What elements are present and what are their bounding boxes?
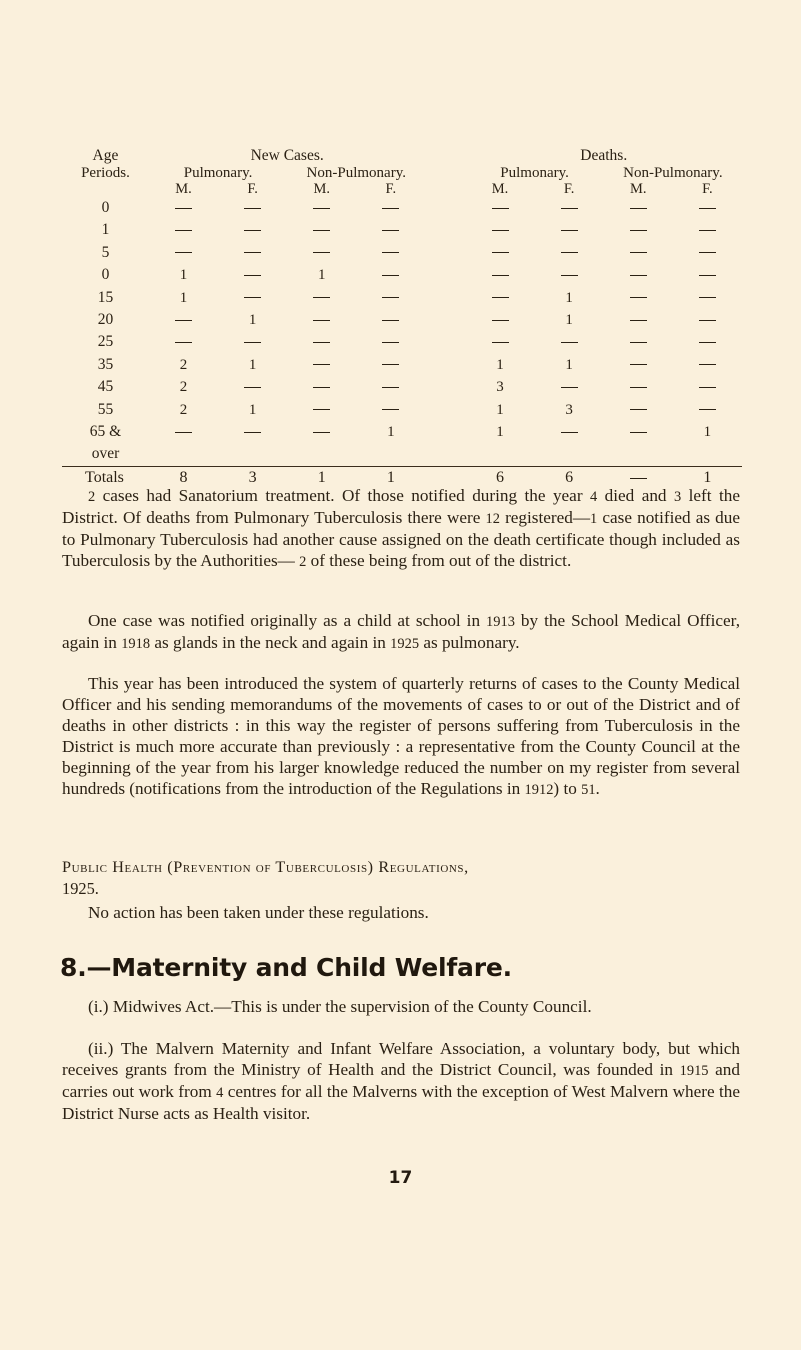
dash-mark	[313, 364, 330, 365]
age-period-label: 5	[101, 243, 110, 261]
table-row	[62, 267, 742, 289]
cell-nc-pulm-female: 1	[248, 356, 257, 373]
page-number: 17	[388, 1168, 413, 1188]
dash-mark	[492, 208, 509, 209]
dash-mark	[313, 252, 330, 253]
new-cases-non-pulmonary-header: Non-Pulmonary.	[306, 164, 406, 181]
cell-nc-nonpulm-female	[356, 379, 425, 401]
dash-mark	[175, 208, 192, 209]
nc-nonpulm-male-header: M.	[313, 180, 330, 197]
cell-nc-pulm-male: 2	[179, 379, 188, 396]
table-row	[62, 357, 742, 379]
cell-d-pulm-female	[535, 222, 604, 244]
cell-d-nonpulm-female	[673, 200, 742, 222]
dash-mark	[630, 432, 647, 433]
cell-nc-nonpulm-male	[287, 312, 356, 334]
cell-d-pulm-male	[466, 290, 535, 312]
row-spacer	[425, 290, 465, 312]
dash-mark	[699, 320, 716, 321]
dash-mark	[382, 252, 399, 253]
age-period-label: 20	[97, 310, 114, 328]
table-row	[62, 334, 742, 356]
cell-d-pulm-male	[466, 267, 535, 289]
cell-nc-pulm-female	[218, 290, 287, 312]
age-period-label-continuation: over	[91, 445, 120, 463]
cell-nc-pulm-male	[149, 424, 218, 446]
row-spacer	[425, 267, 465, 289]
continuation-spacer	[149, 446, 742, 467]
cell-d-nonpulm-male	[604, 357, 673, 379]
totals-label: Totals	[62, 467, 149, 497]
age-period-label: 0	[101, 199, 110, 216]
dash-mark	[313, 297, 330, 298]
cell-d-nonpulm-male	[604, 267, 673, 289]
dash-mark	[561, 275, 578, 276]
row-spacer	[425, 379, 465, 401]
dash-mark	[382, 320, 399, 321]
cell-d-nonpulm-female	[673, 334, 742, 356]
age-period-label: 0	[101, 266, 110, 284]
age-header: Age	[92, 147, 119, 164]
totals-nc-pulm-male: 8	[149, 467, 218, 497]
dash-mark	[244, 342, 261, 343]
d-pulm-male-header: M.	[491, 180, 509, 197]
row-spacer	[425, 245, 465, 267]
dash-mark	[382, 275, 399, 276]
header-spacer	[425, 148, 465, 166]
cell-nc-nonpulm-female	[356, 222, 425, 244]
cell-nc-nonpulm-male	[287, 245, 356, 267]
cell-d-nonpulm-female	[673, 312, 742, 334]
table-row	[62, 424, 742, 446]
dash-mark	[244, 432, 261, 433]
dash-mark	[630, 208, 647, 209]
cell-d-pulm-female: 1	[565, 311, 573, 328]
totals-d-nonpulm-female: 1	[673, 467, 742, 497]
cell-d-nonpulm-female	[673, 379, 742, 401]
cell-nc-nonpulm-female	[356, 334, 425, 356]
cell-nc-pulm-male: 1	[179, 267, 188, 284]
paragraph-sanatorium: 2 cases had Sanatorium treatment. Of those notified during the year 4 died and 3 left the District. Of deaths from Pulmonary Tuberculosis there were 12 registered—1 case notified as due to Pulmonary Tuberculosis had another cause assigned on the death certificate though included as Tuberculosis by the Authorities— 2 of these being from out of the district.	[62, 486, 740, 570]
dash-mark	[699, 252, 716, 253]
cell-d-pulm-male: 3	[496, 379, 504, 396]
dash-mark	[699, 297, 716, 298]
cell-nc-pulm-male: 1	[179, 289, 188, 306]
nc-nonpulm-female-header: F.	[385, 180, 397, 197]
cell-d-pulm-female	[535, 424, 604, 446]
cell-nc-nonpulm-male	[287, 424, 356, 446]
cell-nc-nonpulm-female	[356, 245, 425, 267]
dash-mark	[382, 342, 399, 343]
dash-mark	[244, 252, 261, 253]
dash-mark	[630, 252, 647, 253]
deaths-non-pulmonary-header: Non-Pulmonary.	[623, 164, 723, 181]
age-period-label: 65 &	[89, 422, 122, 440]
dash-mark	[699, 342, 716, 343]
dash-mark	[561, 342, 578, 343]
row-spacer	[425, 357, 465, 379]
sub-header-spacer	[425, 166, 465, 182]
table-sub-header-row	[62, 166, 742, 182]
dash-mark	[699, 208, 716, 209]
cell-d-nonpulm-female	[673, 267, 742, 289]
dash-mark	[492, 320, 509, 321]
dash-mark	[313, 208, 330, 209]
dash-mark	[699, 387, 716, 388]
age-period-label: 45	[97, 378, 114, 396]
dash-mark	[630, 275, 647, 276]
table-row	[62, 200, 742, 222]
dash-mark	[244, 387, 261, 388]
dash-mark	[630, 409, 647, 410]
paragraph-no-action: No action has been taken under these regulations.	[88, 903, 429, 922]
cell-nc-pulm-female	[218, 222, 287, 244]
cell-d-nonpulm-female	[673, 245, 742, 267]
cell-nc-nonpulm-female	[356, 290, 425, 312]
cell-nc-pulm-female	[218, 245, 287, 267]
dash-mark	[244, 275, 261, 276]
cell-nc-pulm-male	[149, 245, 218, 267]
dash-mark	[630, 297, 647, 298]
age-periods-header: Periods.	[81, 164, 130, 181]
age-period-label: 25	[97, 333, 114, 351]
cell-d-nonpulm-male	[604, 379, 673, 401]
dash-mark	[492, 342, 509, 343]
cell-nc-nonpulm-male: 1	[317, 267, 326, 284]
dash-mark	[630, 364, 647, 365]
mf-spacer-age	[62, 182, 149, 201]
dash-mark	[699, 275, 716, 276]
tuberculosis-statistics-table	[62, 148, 742, 496]
dash-mark	[561, 387, 578, 388]
row-spacer	[425, 222, 465, 244]
cell-d-nonpulm-male	[604, 290, 673, 312]
cell-d-pulm-male	[466, 334, 535, 356]
age-period-label: 35	[97, 355, 114, 373]
cell-d-nonpulm-male	[604, 334, 673, 356]
dash-mark	[244, 208, 261, 209]
table-body	[62, 200, 742, 467]
cell-d-pulm-male	[466, 312, 535, 334]
cell-nc-nonpulm-female	[356, 312, 425, 334]
cell-nc-pulm-male: 2	[179, 401, 188, 418]
cell-nc-nonpulm-female	[356, 402, 425, 424]
cell-d-pulm-male: 1	[496, 401, 504, 418]
cell-d-pulm-female	[535, 379, 604, 401]
cell-d-pulm-male	[466, 200, 535, 222]
dash-mark	[175, 252, 192, 253]
deaths-header: Deaths.	[580, 147, 628, 164]
dash-mark	[313, 387, 330, 388]
cell-nc-nonpulm-male	[287, 402, 356, 424]
d-pulm-female-header: F.	[563, 180, 575, 197]
paragraph-one-case: One case was notified originally as a child at school in 1913 by the School Medical Officer, again in 1918 as glands in the neck and again in 1925 as pulmonary.	[62, 611, 741, 652]
cell-d-nonpulm-male	[604, 222, 673, 244]
regulations-year: 1925.	[62, 879, 99, 898]
age-period-label: 15	[97, 288, 114, 306]
cell-d-pulm-male	[466, 245, 535, 267]
cell-nc-pulm-female	[218, 267, 287, 289]
table-group-header-row	[62, 148, 742, 166]
dash-mark	[630, 320, 647, 321]
dash-mark	[492, 252, 509, 253]
cell-nc-nonpulm-female	[356, 267, 425, 289]
dash-mark	[630, 478, 647, 479]
age-period-label: 1	[101, 221, 110, 239]
d-nonpulm-male-header: M.	[630, 180, 647, 197]
new-cases-pulmonary-header: Pulmonary.	[183, 164, 253, 181]
dash-mark	[313, 230, 330, 231]
dash-mark	[561, 432, 578, 433]
row-spacer	[425, 200, 465, 222]
dash-mark	[630, 230, 647, 231]
cell-nc-pulm-female: 1	[248, 401, 257, 418]
cell-d-pulm-female	[535, 200, 604, 222]
table-head	[62, 148, 742, 200]
dash-mark	[382, 387, 399, 388]
cell-d-nonpulm-female: 1	[703, 423, 712, 440]
dash-mark	[492, 230, 509, 231]
table-row-continuation	[62, 446, 742, 467]
table-row	[62, 290, 742, 312]
cell-nc-nonpulm-female	[356, 357, 425, 379]
cell-d-pulm-female: 1	[565, 356, 573, 373]
dash-mark	[382, 364, 399, 365]
cell-d-nonpulm-male	[604, 402, 673, 424]
table-row	[62, 245, 742, 267]
dash-mark	[175, 230, 192, 231]
dash-mark	[561, 252, 578, 253]
dash-mark	[561, 230, 578, 231]
cell-d-pulm-male: 1	[496, 356, 504, 373]
totals-d-pulm-female: 6	[535, 467, 604, 497]
cell-nc-pulm-female	[218, 200, 287, 222]
cell-d-pulm-female	[535, 334, 604, 356]
cell-d-pulm-female	[535, 245, 604, 267]
dash-mark	[699, 409, 716, 410]
cell-nc-nonpulm-female	[356, 200, 425, 222]
dash-mark	[630, 342, 647, 343]
dash-mark	[382, 208, 399, 209]
cell-d-pulm-female	[535, 267, 604, 289]
table-row	[62, 402, 742, 424]
cell-nc-pulm-female	[218, 334, 287, 356]
cell-d-nonpulm-male	[604, 200, 673, 222]
nc-pulm-female-header: F.	[247, 180, 258, 197]
dash-mark	[244, 297, 261, 298]
cell-d-nonpulm-female	[673, 290, 742, 312]
cell-nc-pulm-male	[149, 222, 218, 244]
cell-d-pulm-female: 1	[565, 289, 573, 306]
nc-pulm-male-header: M.	[175, 180, 192, 197]
cell-d-pulm-male: 1	[496, 423, 504, 440]
row-spacer	[425, 334, 465, 356]
cell-nc-pulm-female	[218, 424, 287, 446]
d-nonpulm-female-header: F.	[702, 180, 713, 197]
dash-mark	[313, 320, 330, 321]
table-row	[62, 379, 742, 401]
cell-nc-nonpulm-male	[287, 379, 356, 401]
row-spacer	[425, 312, 465, 334]
cell-nc-pulm-male	[149, 334, 218, 356]
age-period-label: 55	[97, 400, 114, 418]
cell-nc-pulm-female	[218, 379, 287, 401]
cell-d-nonpulm-female	[673, 357, 742, 379]
dash-mark	[313, 409, 330, 410]
dash-mark	[630, 387, 647, 388]
cell-nc-nonpulm-male	[287, 222, 356, 244]
dash-mark	[492, 297, 509, 298]
cell-d-nonpulm-female	[673, 222, 742, 244]
cell-d-nonpulm-male	[604, 424, 673, 446]
totals-nc-pulm-female: 3	[218, 467, 287, 497]
table-row	[62, 312, 742, 334]
dash-mark	[699, 364, 716, 365]
totals-nc-nonpulm-female: 1	[356, 467, 425, 497]
cell-d-nonpulm-male	[604, 312, 673, 334]
cell-nc-nonpulm-female: 1	[387, 423, 395, 440]
dash-mark	[244, 230, 261, 231]
paragraph-quarterly-returns: This year has been introduced the system of quarterly returns of cases to the County Medical Officer and his sending memorandums of the movements of cases to or out of the District and of deaths in other districts : in this way the register of persons suffering from Tuberculosis in the District is much more accurate than previously : a representative from the County Council at the beginning of the year from his larger knowledge reduced the number on my register from several hundreds (notifications from the introduction of the Regulations in 1912) to 51.	[62, 674, 740, 798]
cell-nc-nonpulm-male	[287, 290, 356, 312]
dash-mark	[313, 342, 330, 343]
tuberculosis-table-wrapper	[62, 148, 742, 496]
dash-mark	[175, 432, 192, 433]
dash-mark	[175, 342, 192, 343]
paragraph-welfare-association: (ii.) The Malvern Maternity and Infant Welfare Association, a voluntary body, but which receives grants from the Ministry of Health and the District Council, was founded in 1915 and carries out work from 4 centres for all the Malverns with the exception of West Malvern where the District Nurse acts as Health visitor.	[62, 1039, 740, 1123]
cell-d-nonpulm-male	[604, 245, 673, 267]
dash-mark	[175, 320, 192, 321]
deaths-pulmonary-header: Pulmonary.	[500, 164, 569, 181]
dash-mark	[382, 297, 399, 298]
table-mf-header-row	[62, 182, 742, 201]
dash-mark	[382, 230, 399, 231]
paragraph-midwives-act: (i.) Midwives Act.—This is under the supervision of the County Council.	[88, 997, 592, 1016]
new-cases-header: New Cases.	[250, 147, 324, 164]
cell-nc-pulm-male	[149, 312, 218, 334]
cell-d-pulm-female: 3	[565, 401, 573, 418]
dash-mark	[492, 275, 509, 276]
cell-nc-nonpulm-male	[287, 334, 356, 356]
totals-nc-nonpulm-male: 1	[287, 467, 356, 497]
dash-mark	[382, 409, 399, 410]
cell-d-pulm-male	[466, 222, 535, 244]
totals-d-pulm-male: 6	[466, 467, 535, 497]
dash-mark	[561, 208, 578, 209]
cell-nc-pulm-male	[149, 200, 218, 222]
regulations-heading: Public Health (Prevention of Tuberculosis) Regulations,	[62, 858, 469, 876]
cell-nc-nonpulm-male	[287, 200, 356, 222]
cell-d-nonpulm-female	[673, 402, 742, 424]
row-spacer	[425, 424, 465, 446]
dash-mark	[699, 230, 716, 231]
table-row	[62, 222, 742, 244]
cell-nc-pulm-female: 1	[248, 311, 257, 328]
mf-spacer-mid	[425, 182, 465, 201]
dash-mark	[313, 432, 330, 433]
section-heading-maternity: 8.—Maternity and Child Welfare.	[60, 953, 512, 982]
cell-nc-nonpulm-male	[287, 357, 356, 379]
cell-nc-pulm-male: 2	[179, 356, 188, 373]
row-spacer	[425, 402, 465, 424]
